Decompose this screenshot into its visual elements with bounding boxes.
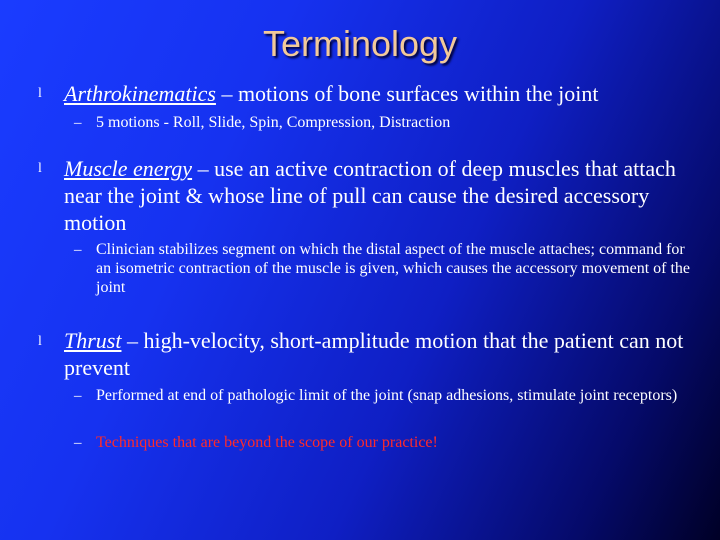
sub-item-five-motions: 5 motions - Roll, Slide, Spin, Compression, Distraction bbox=[96, 114, 451, 131]
dash-icon: – bbox=[74, 115, 82, 131]
bullet-icon: l bbox=[38, 334, 42, 349]
bullet-item-thrust bbox=[64, 327, 694, 381]
bullet-icon: l bbox=[38, 86, 42, 101]
bullet-item-arthrokinematics bbox=[64, 80, 694, 107]
dash-icon: – bbox=[74, 388, 82, 404]
bullet-item-muscle-energy bbox=[64, 155, 694, 236]
bullet-icon: l bbox=[38, 161, 42, 176]
slide-title: Terminology bbox=[262, 23, 458, 64]
sub-item-pathologic-limit: Performed at end of pathologic limit of the joint (snap adhesions, stimulate joint receptors) bbox=[96, 387, 678, 404]
definition-arthrokinematics: – motions of bone surfaces within the joint bbox=[215, 81, 599, 106]
term-arthrokinematics: Arthrokinematics bbox=[64, 81, 216, 106]
term-thrust: Thrust bbox=[64, 328, 122, 353]
sub-item-beyond-scope: Techniques that are beyond the scope of our practice! bbox=[96, 434, 438, 451]
dash-icon: – bbox=[74, 435, 82, 451]
sub-item-clinician-stabilizes: Clinician stabilizes segment on which the distal aspect of the muscle attaches; command for an isometric contraction of the muscle is given, which causes the accessory movement of the joint bbox=[96, 241, 691, 296]
term-muscle-energy: Muscle energy bbox=[64, 156, 193, 181]
definition-thrust: – high-velocity, short-amplitude motion that the patient can not prevent bbox=[64, 328, 684, 380]
definition-muscle-energy: – use an active contraction of deep muscles that attach near the joint & whose line of pull can cause the desired accessory motion bbox=[64, 156, 676, 235]
dash-icon: – bbox=[74, 242, 82, 258]
